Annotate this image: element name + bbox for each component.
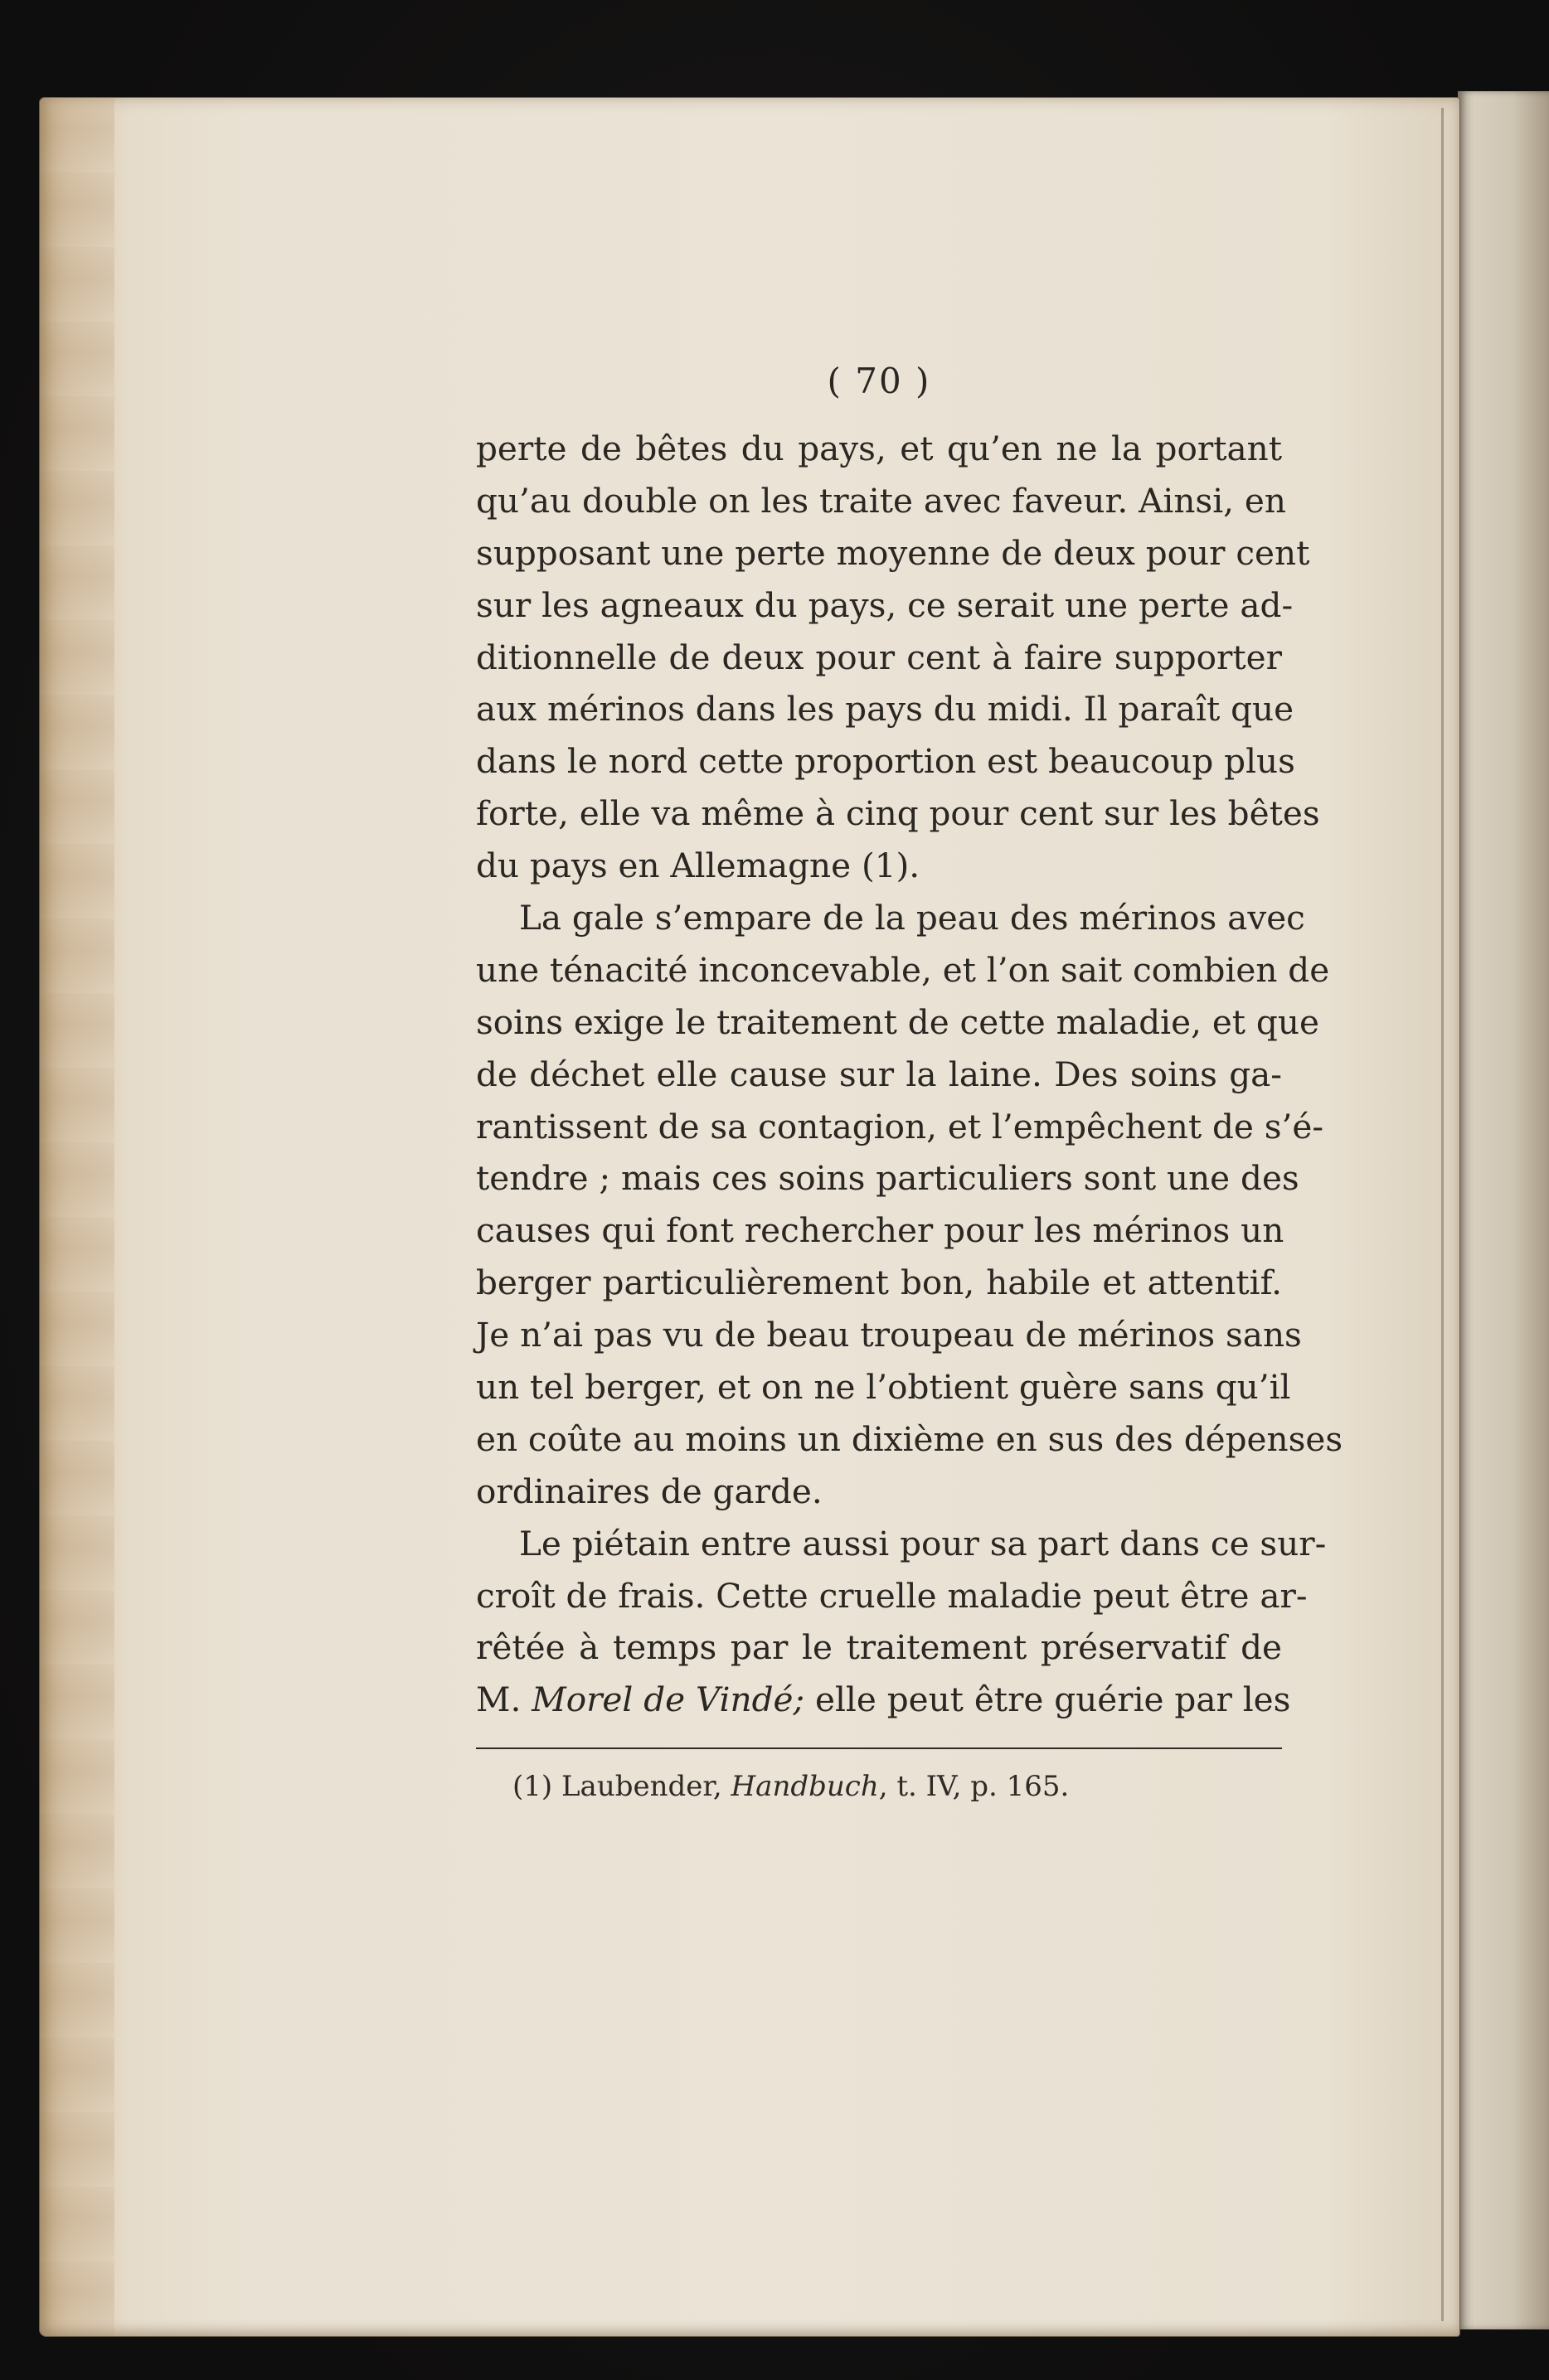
text-line: Je n’ai pas vu de beau troupeau de mérinos sans: [476, 1315, 1302, 1355]
facing-page-edge: [1458, 91, 1549, 2329]
text-line: du pays en Allemagne (1).: [476, 846, 920, 886]
footnote-rest: , t. IV, p. 165.: [878, 1770, 1070, 1803]
text-line: forte, elle va même à cinq pour cent sur les bêtes: [476, 793, 1320, 834]
text-line: dans le nord cette proportion est beaucoup plus: [476, 741, 1295, 782]
text-line: tendre ; mais ces soins particuliers sont une des: [476, 1158, 1299, 1199]
text-line: supposant une perte moyenne de deux pour cent: [476, 532, 1310, 573]
line-suffix: elle peut être guérie par les: [804, 1680, 1291, 1720]
body-text: [476, 423, 1343, 1726]
text-line: qu’au double on les traite avec faveur. Ainsi, en: [476, 480, 1286, 521]
text-line: rêtée à temps par le traitement préservatif de: [476, 1627, 1282, 1668]
footnote-rule: [476, 1747, 1282, 1749]
text-line: ditionnelle de deux pour cent à faire supporter: [476, 637, 1282, 677]
text-line: aux mérinos dans les pays du midi. Il paraît que: [476, 689, 1294, 730]
line-prefix: M.: [476, 1680, 532, 1720]
page-edge-stain: [40, 98, 114, 2336]
text-line: soins exige le traitement de cette maladie, et que: [476, 1001, 1319, 1042]
text-line: en coûte au moins un dixième en sus des dépenses: [476, 1418, 1343, 1459]
paragraph-start-line: La gale s’empare de la peau des mérinos avec: [519, 898, 1305, 938]
text-line: causes qui font rechercher pour les mérinos un: [476, 1210, 1284, 1251]
gutter-shadow: [1441, 108, 1444, 2321]
text-line: berger particulièrement bon, habile et attentif.: [476, 1263, 1282, 1303]
footnote: [512, 1766, 1259, 1807]
footnote-title: Handbuch: [731, 1770, 879, 1803]
text-line: un tel berger, et on ne l’obtient guère sans qu’il: [476, 1367, 1291, 1408]
person-name: Morel de Vindé;: [532, 1680, 805, 1720]
text-line-with-name: [476, 1674, 1291, 1726]
text-line: ordinaires de garde.: [476, 1471, 823, 1511]
text-line: perte de bêtes du pays, et qu’en ne la portant: [476, 429, 1282, 468]
page-number: ( 70 ): [827, 361, 931, 401]
text-line: sur les agneaux du pays, ce serait une perte ad-: [476, 584, 1294, 625]
text-line: rantissent de sa contagion, et l’empêchent de s’é-: [476, 1106, 1324, 1146]
paragraph-start-line: Le piétain entre aussi pour sa part dans ce sur-: [519, 1523, 1327, 1563]
text-line: de déchet elle cause sur la laine. Des soins ga-: [476, 1054, 1282, 1094]
text-line: une ténacité inconcevable, et l’on sait combien de: [476, 949, 1330, 990]
text-line: croît de frais. Cette cruelle maladie peut être ar-: [476, 1575, 1308, 1616]
footnote-marker: (1) Laubender,: [512, 1770, 731, 1803]
